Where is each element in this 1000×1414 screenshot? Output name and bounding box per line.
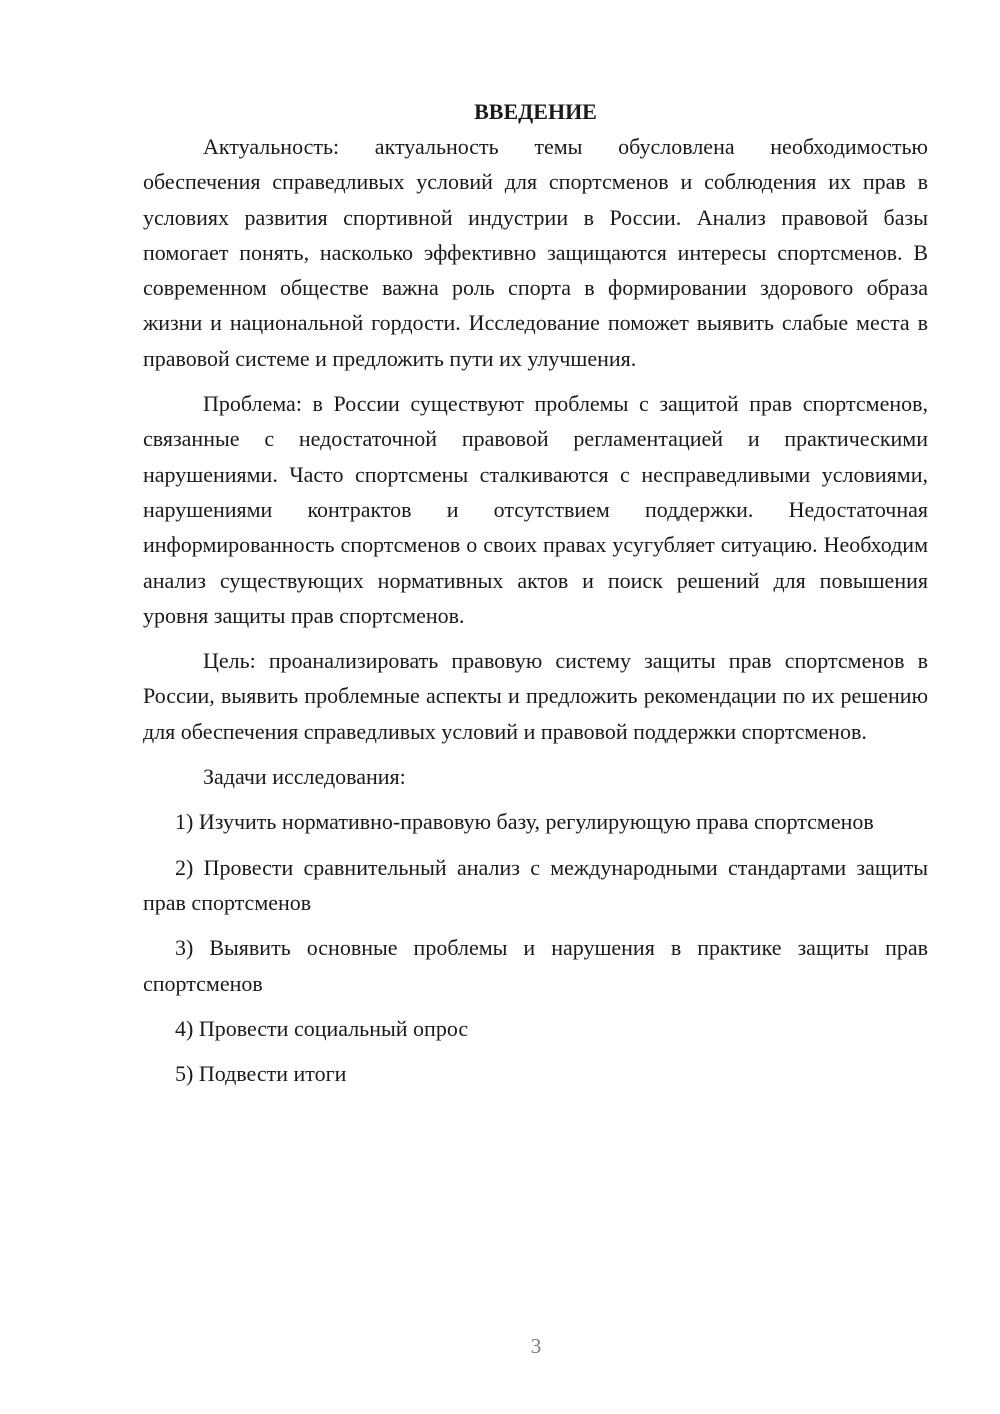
task-item-4: 4) Провести социальный опрос: [175, 1015, 469, 1041]
task-item-2: 2) Провести сравнительный анализ с международными стандартами защиты прав спортсменов: [143, 854, 928, 915]
section-heading: ВВЕДЕНИЕ: [474, 99, 597, 124]
page-number: 3: [530, 1334, 542, 1358]
task-item-1: 1) Изучить нормативно-правовую базу, регулирующую права спортсменов: [175, 809, 874, 835]
paragraph-goal: Цель: проанализировать правовую систему защиты прав спортсменов в России, выявить проблемные аспекты и предложить рекомендации по их решению для обеспечения справедливых условий и правовой поддержки спортсменов.: [143, 648, 928, 744]
tasks-title: Задачи исследования:: [203, 764, 406, 790]
paragraph-problem: Проблема: в России существуют проблемы с защитой прав спортсменов, связанные с недостаточной правовой регламентацией и практическими нарушениями. Часто спортсмены сталкиваются с несправедливыми условиями, нарушениями контрактов и отсутствием поддержки. Недостаточная информированность спортсменов о своих правах усугубляет ситуацию. Необходим анализ существующих нормативных актов и поиск решений для повышения уровня защиты прав спортсменов.: [143, 391, 928, 628]
task-item-3: 3) Выявить основные проблемы и нарушения в практике защиты прав спортсменов: [143, 935, 928, 996]
task-item-5: 5) Подвести итоги: [175, 1061, 347, 1087]
page-content: [143, 94, 928, 1101]
paragraph-relevance: Актуальность: актуальность темы обусловлена необходимостью обеспечения справедливых условий для спортсменов и соблюдения их прав в условиях развития спортивной индустрии в России. Анализ правовой базы помогает понять, насколько эффективно защищаются интересы спортсменов. В современном обществе важна роль спорта в формировании здорового образа жизни и национальной гордости. Исследование поможет выявить слабые места в правовой системе и предложить пути их улучшения.: [143, 134, 928, 371]
